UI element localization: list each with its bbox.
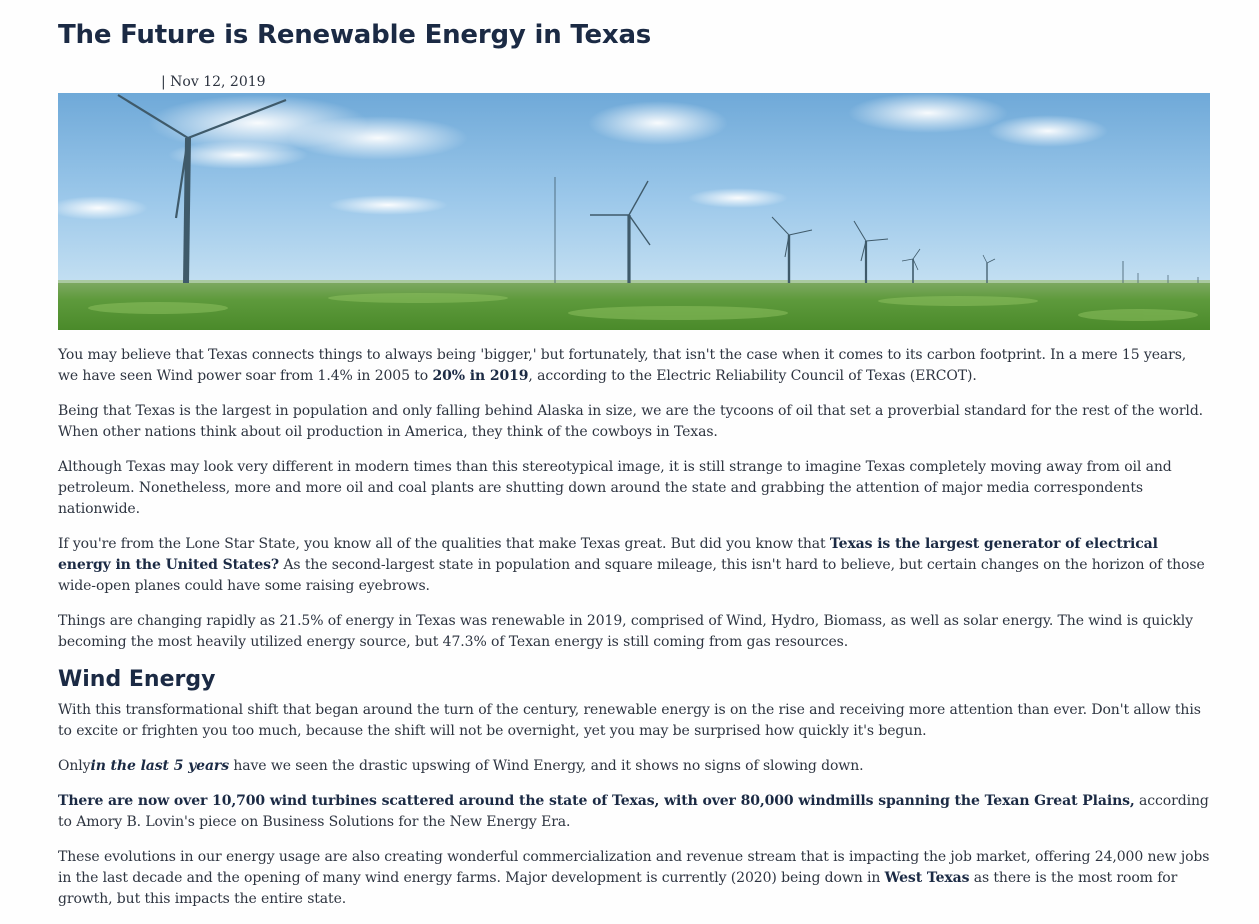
article-title: The Future is Renewable Energy in Texas <box>58 20 652 50</box>
article-body <box>58 345 1210 924</box>
paragraph-4 <box>58 534 1210 597</box>
section-paragraph-2 <box>58 756 1210 777</box>
section-paragraph-3 <box>58 791 1210 833</box>
paragraph-5: Things are changing rapidly as 21.5% of energy in Texas was renewable in 2019, comprised of Wind, Hydro, Biomass, as well as solar energy. The wind is quickly becoming the most heavily utilized energy source, but 47.3% of Texan energy is still coming from gas resources. <box>58 613 1193 650</box>
paragraph-4-bold: Texas is the largest generator of electrical energy in the United States? <box>58 536 1158 573</box>
section-paragraph-4-text: These evolutions in our energy usage are also creating wonderful commercialization and revenue stream that is impacting the job market, offering 24,000 new jobs in the last decade and the opening of many wind energy farms. Major development is currently (2020) being down in <box>58 849 1210 886</box>
hero-image <box>58 93 1210 330</box>
paragraph-4-text-end: As the second-largest state in population and square mileage, this isn't hard to believe, but certain changes on the horizon of those wide-open planes could have some raising eyebrows. <box>58 557 1205 594</box>
section-paragraph-4 <box>58 847 1210 910</box>
section-paragraph-2-bold-italic: in the last 5 years <box>90 758 229 774</box>
paragraph-1-text: You may believe that Texas connects things to always being 'bigger,' but fortunately, that isn't the case when it comes to its carbon footprint. In a mere 15 years, we have seen Wind power soar from 1.4% in 2005 to <box>58 347 1187 384</box>
paragraph-1-bold: 20% in 2019 <box>432 368 529 384</box>
paragraph-2: Being that Texas is the largest in population and only falling behind Alaska in size, we are the tycoons of oil that set a proverbial standard for the rest of the world. When other nations think about oil production in America, they think of the cowboys in Texas. <box>58 403 1204 440</box>
section-paragraph-3-text: according to Amory B. Lovin's piece on Business Solutions for the New Energy Era. <box>58 793 1209 830</box>
article-date: | Nov 12, 2019 <box>161 74 266 90</box>
paragraph-3: Although Texas may look very different in modern times than this stereotypical image, it is still strange to imagine Texas completely moving away from oil and petroleum. Nonetheless, more and more oil and coal plants are shutting down around the state and grabbing the attention of major media correspondents nationwide. <box>58 459 1172 517</box>
section-paragraph-4-bold: West Texas <box>884 870 970 886</box>
section-paragraph-3-bold: There are now over 10,700 wind turbines scattered around the state of Texas, with over 80,000 windmills spanning the Texan Great Plains, <box>58 793 1135 809</box>
paragraph-1-text-end: , according to the Electric Reliability Council of Texas (ERCOT). <box>528 368 977 384</box>
paragraph-4-text: If you're from the Lone Star State, you know all of the qualities that make Texas great. But did you know that <box>58 536 830 552</box>
paragraph-1 <box>58 345 1210 387</box>
section-paragraph-2-text-end: have we seen the drastic upswing of Wind Energy, and it shows no signs of slowing down. <box>228 758 864 774</box>
section-paragraph-1: With this transformational shift that began around the turn of the century, renewable energy is on the rise and receiving more attention than ever. Don't allow this to excite or frighten you too much, because the shift will not be overnight, yet you may be surprised how quickly it's begun. <box>58 702 1201 739</box>
section-heading-wind-energy: Wind Energy <box>58 667 216 692</box>
section-paragraph-2-text: Only <box>58 758 91 774</box>
section-paragraph-4-text-end: as there is the most room for growth, but this impacts the entire state. <box>58 870 1178 907</box>
